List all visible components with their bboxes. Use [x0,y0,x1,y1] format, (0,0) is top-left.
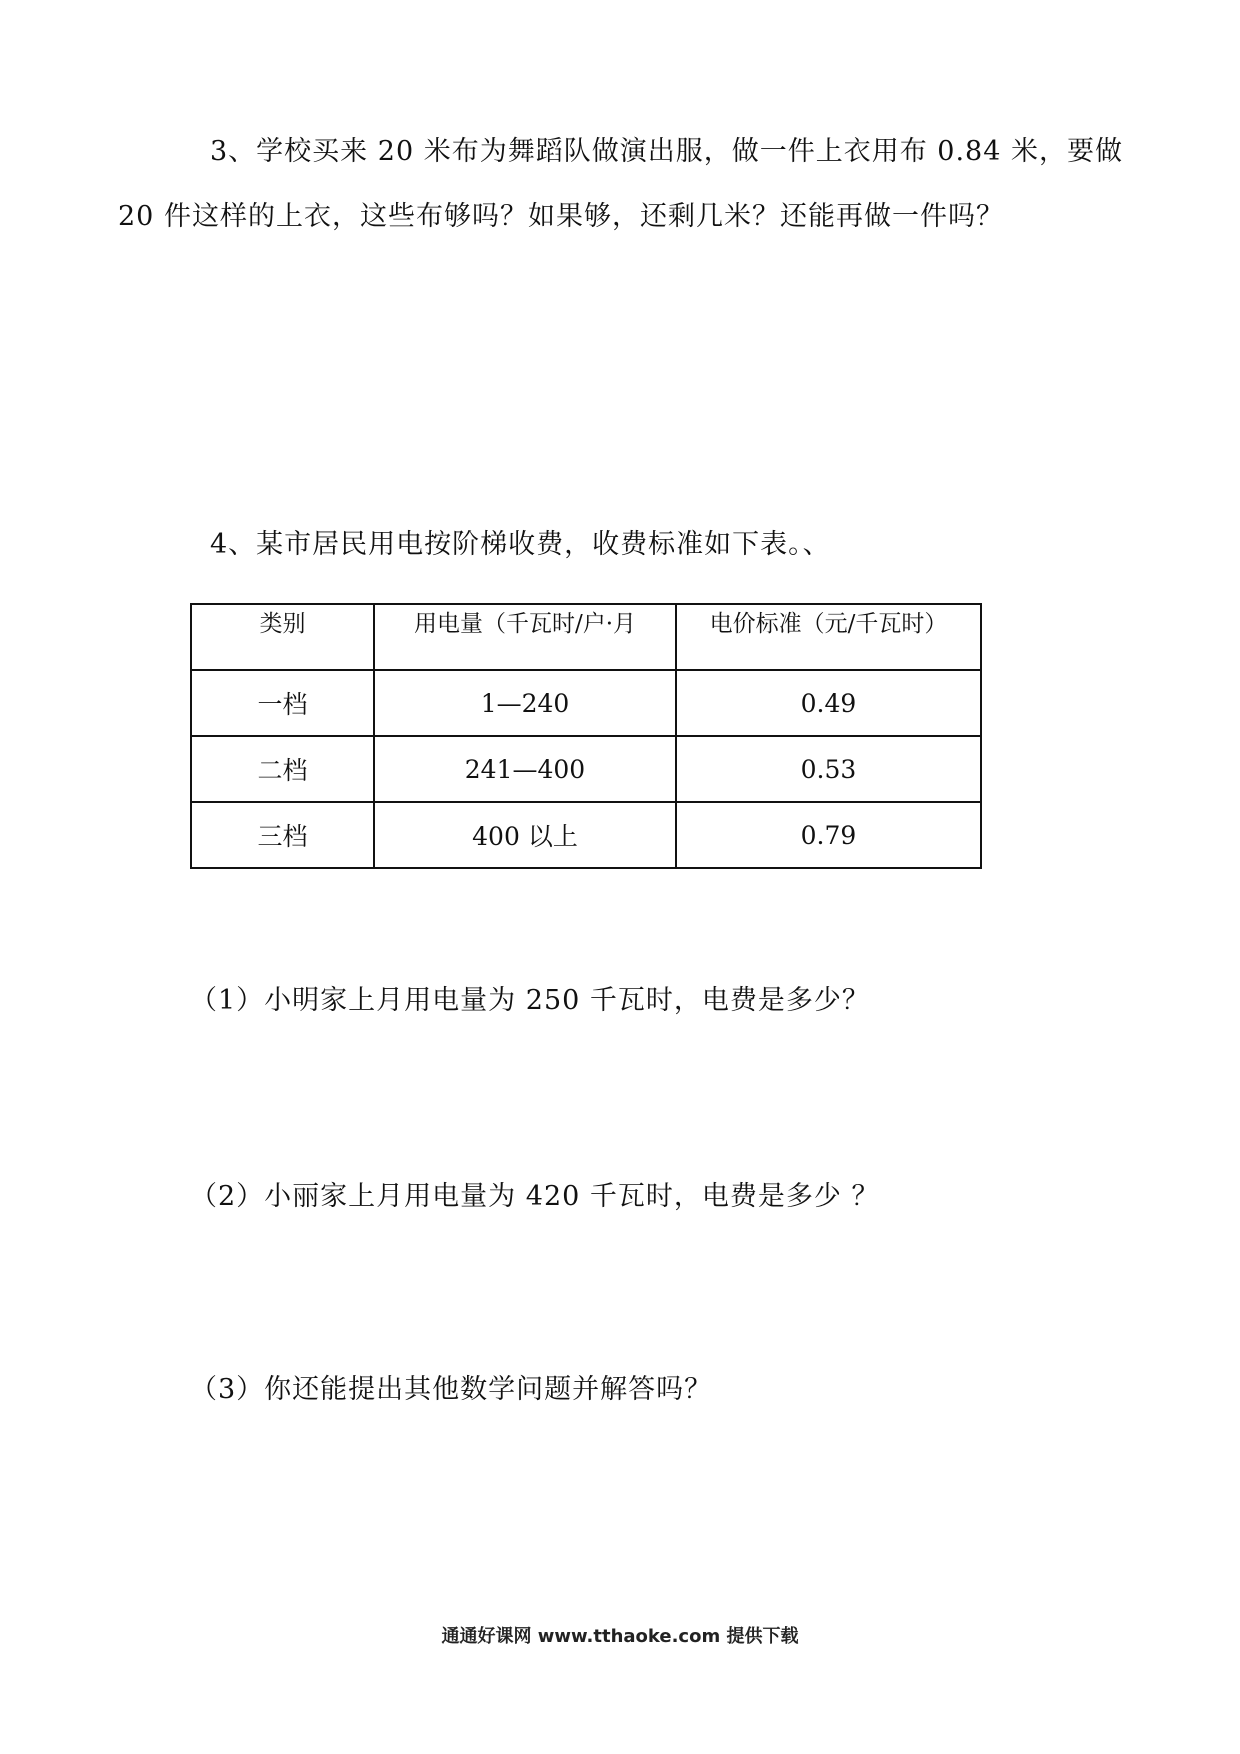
header-price: 电价标准（元/千瓦时） [676,604,981,670]
header-category: 类别 [191,604,374,670]
tier-cell: 二档 [191,736,374,802]
sub-question-1: （1）小明家上月用电量为 250 千瓦时，电费是多少？ [190,985,870,1016]
price-cell: 0.79 [676,802,981,868]
table-row [191,802,981,868]
price-cell: 0.49 [676,670,981,736]
electricity-rate-table [190,603,982,869]
usage-cell: 1—240 [374,670,676,736]
price-cell: 0.53 [676,736,981,802]
sub-question-2: （2）小丽家上月用电量为 420 千瓦时，电费是多少 ？ [190,1181,880,1212]
tier-cell: 一档 [191,670,374,736]
usage-cell: 241—400 [374,736,676,802]
page-footer: 通通好课网 www.tthaoke.com 提供下载 [441,1626,799,1647]
header-usage: 用电量（千瓦时/户·月 [374,604,676,670]
table-header-row [191,604,981,670]
table-row [191,736,981,802]
question-3-line-2: 20 件这样的上衣，这些布够吗？如果够，还剩几米？还能再做一件吗？ [118,201,1004,232]
question-3-line-1: 3、学校买来 20 米布为舞蹈队做演出服，做一件上衣用布 0.84 米，要做 [210,136,1123,167]
table-row [191,670,981,736]
question-4-intro: 4、某市居民用电按阶梯收费，收费标准如下表。、 [210,529,831,560]
usage-cell: 400 以上 [374,802,676,868]
tier-cell: 三档 [191,802,374,868]
sub-question-3: （3）你还能提出其他数学问题并解答吗？ [190,1374,713,1405]
